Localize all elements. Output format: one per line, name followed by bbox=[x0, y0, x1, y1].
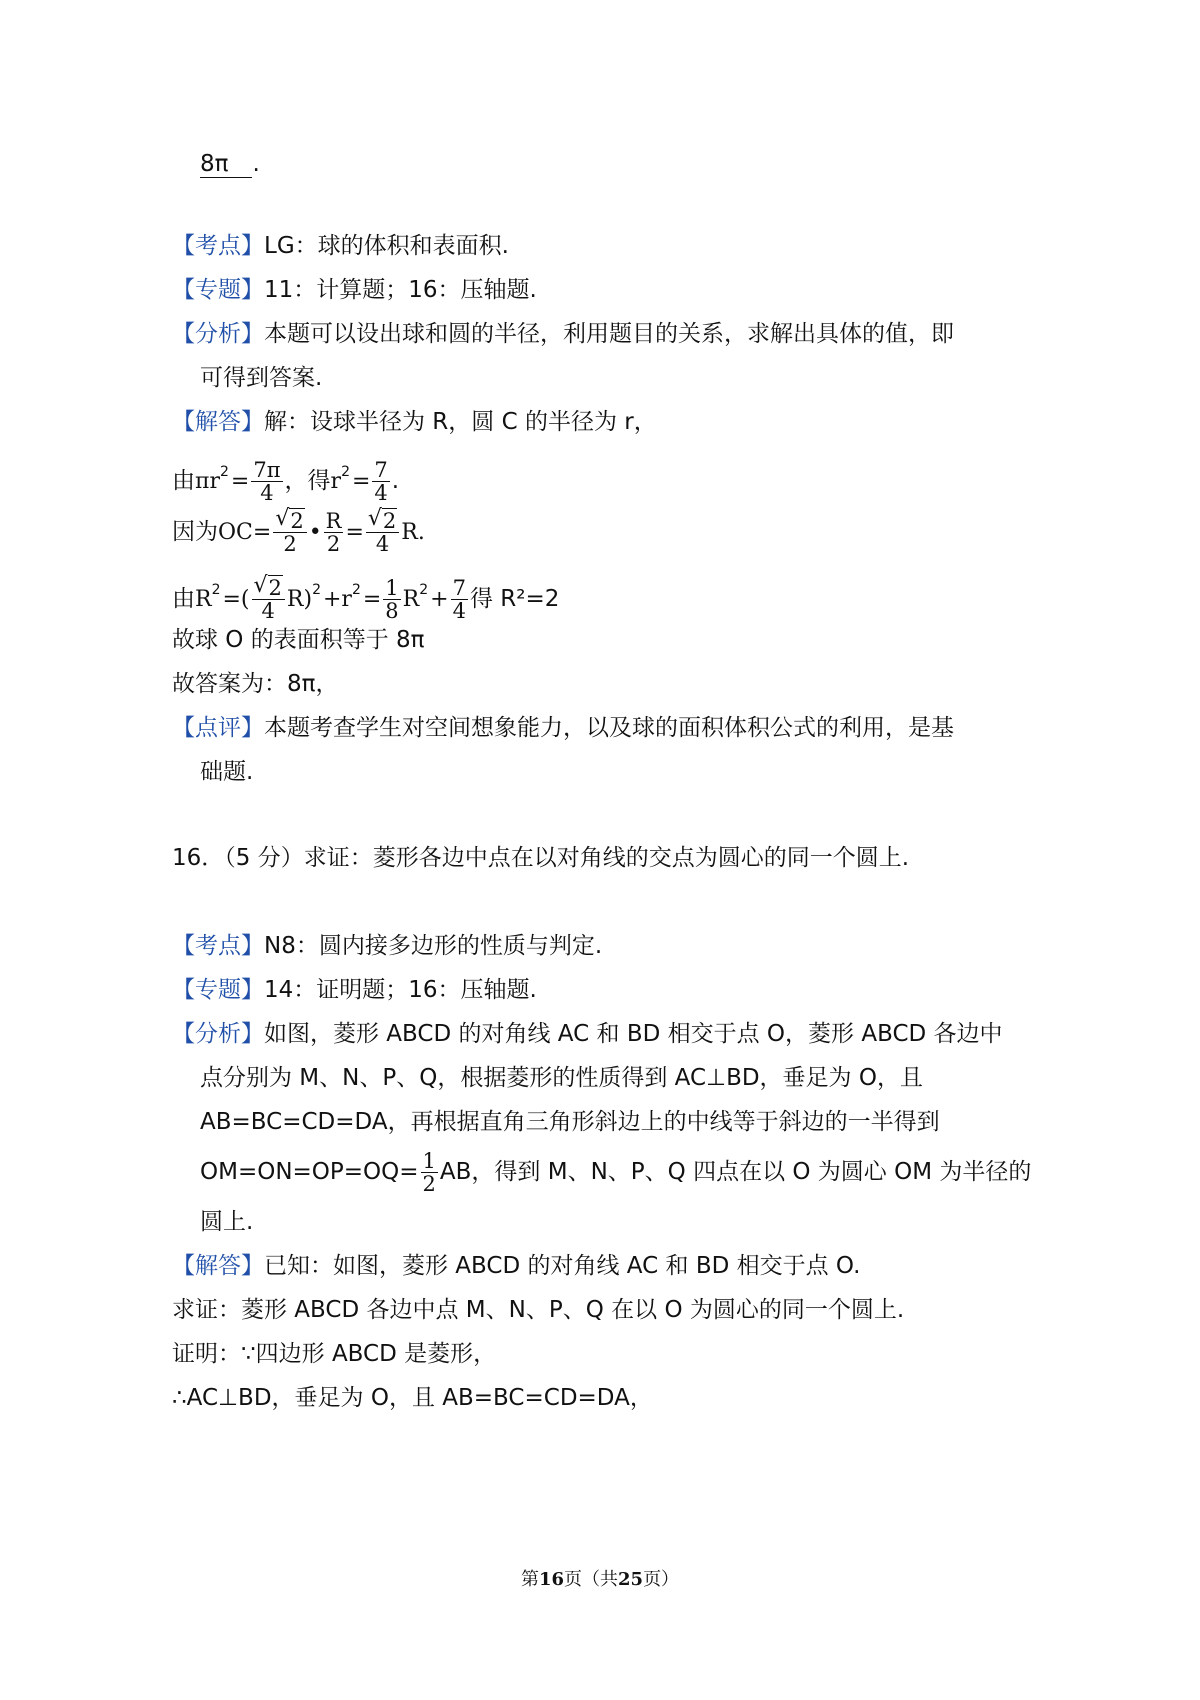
q15-dianping: 【点评】本题考查学生对空间想象能力，以及球的面积体积公式的利用，是基 bbox=[172, 715, 954, 741]
fraction: $\frac{R}{2}$ bbox=[325, 509, 342, 556]
answer-value: 8π bbox=[200, 151, 252, 178]
q16-fenxi: 【分析】如图，菱形 ABCD 的对角线 AC 和 BD 相交于点 O，菱形 ABCD 各边中 bbox=[172, 1021, 1003, 1047]
q16-jieda: 【解答】已知：如图，菱形 ABCD 的对角线 AC 和 BD 相交于点 O. bbox=[172, 1253, 861, 1279]
page-footer: 第16页（共25页） bbox=[520, 1569, 680, 1590]
answer-line: 8π . bbox=[200, 151, 260, 177]
q16-fenxi-2: 点分别为 M、N、P、Q，根据菱形的性质得到 AC⊥BD，垂足为 O，且 bbox=[200, 1065, 923, 1091]
jieda-tag: 【解答】 bbox=[172, 409, 264, 435]
q15-jieda: 【解答】解：设球半径为 R，圆 C 的半径为 r， bbox=[172, 409, 657, 435]
dianping-tag: 【点评】 bbox=[172, 715, 264, 741]
zhuanti-tag: 【专题】 bbox=[172, 277, 264, 303]
kaodian-tag: 【考点】 bbox=[172, 933, 264, 959]
q16-fenxi-4: OM=ON=OP=OQ= $\frac{1}{2}$ AB，得到 M、N、P、Q 四点在以 O 为圆心 OM 为半径的 bbox=[200, 1149, 1032, 1196]
fraction: √ 2 4 bbox=[366, 510, 399, 555]
fraction: √ 2 4 bbox=[252, 577, 285, 622]
q15-dianping-cont: 础题. bbox=[200, 759, 254, 785]
fraction: $\frac{7}{4}$ bbox=[452, 576, 466, 623]
formula-line-3: 由$R^2=$( √ 2 4 $R)^2+r^2=$ $\frac{1}{8}$ $R^2+$ $\frac{7}{4}$ 得 R²=2 bbox=[172, 573, 560, 623]
fenxi-tag: 【分析】 bbox=[172, 1021, 264, 1047]
page-number: 16 bbox=[538, 1569, 564, 1590]
q16-last: ∴AC⊥BD，垂足为 O，且 AB=BC=CD=DA， bbox=[172, 1385, 653, 1411]
q16-fenxi-5: 圆上. bbox=[200, 1209, 254, 1235]
fraction: √ 2 2 bbox=[273, 510, 306, 555]
q16-fenxi-3: AB=BC=CD=DA，再根据直角三角形斜边上的中线等于斜边的一半得到 bbox=[200, 1109, 940, 1135]
formula-line-2: 因为OC= √ 2 2 • $\frac{R}{2}$ = √ 2 4 R. bbox=[172, 506, 425, 556]
q15-fenxi: 【分析】本题可以设出球和圆的半径，利用题目的关系，求解出具体的值，即 bbox=[172, 321, 954, 347]
page-total: 25 bbox=[618, 1569, 644, 1590]
q16-title: 16．（5 分）求证：菱形各边中点在以对角线的交点为圆心的同一个圆上. bbox=[172, 845, 910, 871]
q16-kaodian: 【考点】N8：圆内接多边形的性质与判定. bbox=[172, 933, 603, 959]
q15-kaodian: 【考点】LG：球的体积和表面积. bbox=[172, 233, 509, 259]
q15-line-5: 故答案为：8π， bbox=[172, 671, 339, 697]
fraction: $\frac{7\pi}{4}$ bbox=[253, 458, 281, 505]
zhuanti-tag: 【专题】 bbox=[172, 977, 264, 1003]
fraction: $\frac{7}{4}$ bbox=[374, 458, 388, 505]
q16-zhuanti: 【专题】14：证明题；16：压轴题. bbox=[172, 977, 537, 1003]
jieda-tag: 【解答】 bbox=[172, 1253, 264, 1279]
q16-qiuzheng: 求证：菱形 ABCD 各边中点 M、N、P、Q 在以 O 为圆心的同一个圆上. bbox=[172, 1297, 905, 1323]
q15-fenxi-cont: 可得到答案. bbox=[200, 365, 323, 391]
kaodian-tag: 【考点】 bbox=[172, 233, 264, 259]
formula-line-1: 由$\pi r^2=$ $\frac{7\pi}{4}$ ，得$r^2=$ $\frac{7}{4}$ . bbox=[172, 458, 400, 505]
fraction: $\frac{1}{2}$ bbox=[422, 1149, 436, 1196]
fenxi-tag: 【分析】 bbox=[172, 321, 264, 347]
fraction: $\frac{1}{8}$ bbox=[385, 576, 399, 623]
q15-zhuanti: 【专题】11：计算题；16：压轴题. bbox=[172, 277, 537, 303]
q15-line-4: 故球 O 的表面积等于 8π bbox=[172, 627, 425, 653]
q16-zhengming: 证明：∵四边形 ABCD 是菱形， bbox=[172, 1341, 497, 1367]
